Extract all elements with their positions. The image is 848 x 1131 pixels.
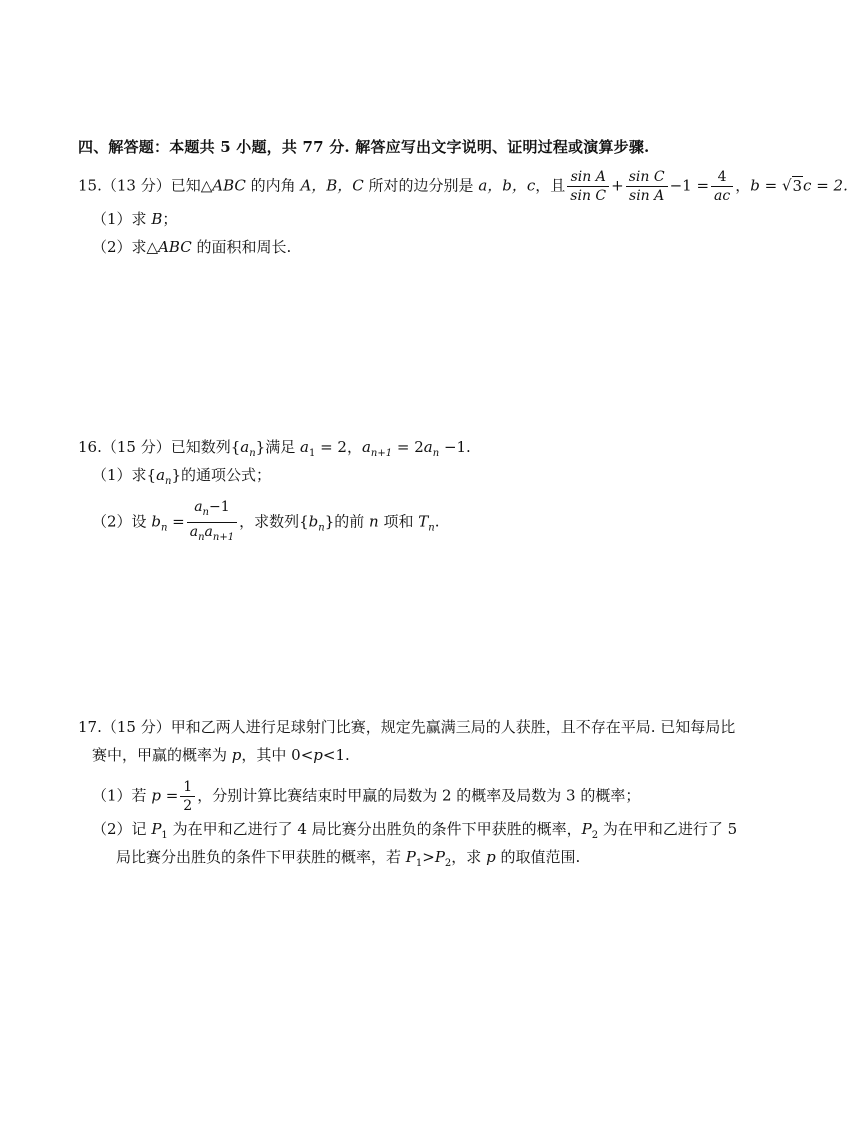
q16-bn: b [151,512,161,531]
q16-eq1: = 2， [315,438,362,456]
q17-P1-sub: 1 [161,830,168,841]
q15-fraction-3 [711,168,733,205]
q15-text-b: 的内角 [245,176,301,195]
q16-frac-bot-b: a [204,523,213,540]
q16-part2-num: （2） [92,512,132,531]
q17-points: （15 分） [101,718,171,736]
q17-P2-sub: 2 [591,830,599,841]
q15-equals: = [759,176,782,195]
q15-triangle: ABC [212,176,246,195]
q16-an2: a [423,438,433,456]
q16-frac-denominator [187,523,237,547]
q15-stem [78,168,848,205]
q15-frac1-denominator: sin C [570,188,607,204]
q17-number: 17. [78,718,102,736]
q16-part1-text-b: }的通项公式； [171,466,272,484]
q17-part1-num: （1） [92,786,132,805]
q15-part1-var: B [151,210,163,228]
q17-stem-text-2c: <1. [322,746,350,764]
q16-part1-text-a: 求{ [131,466,157,484]
q16-text-a: 已知数列{ [170,438,241,456]
q17-fraction [180,778,195,815]
q15-sqrt-value: 3 [792,176,803,195]
q16-text-b: }满足 [255,438,300,456]
q17-p3: p [486,848,496,866]
q17-part2-line1 [92,818,737,847]
q15-tail: c = 2. [803,176,848,195]
q16-points: （15 分） [101,438,171,456]
q15-frac3-numerator: 4 [711,168,733,187]
q15-part2 [92,236,291,258]
q15-part2-num: （2） [92,238,132,256]
q15-frac1-numerator: sin A [567,168,609,187]
q16-bn-sub: n [160,522,168,534]
q15-text-c: 所对的边分别是 [363,176,479,195]
q15-part2-var: ABC [158,238,192,256]
q15-part2-text: 求△ [131,238,159,256]
q16-number: 16. [78,438,102,456]
q16-an2-sub: n [432,448,440,459]
q16-stem [78,436,471,465]
q16-an-sub: n [249,448,256,459]
q16-an1: a [361,438,371,456]
q17-gt: > [422,848,435,866]
q15-fraction-1 [567,168,609,205]
q16-Tn-sub: n [428,522,435,534]
q15-part1 [92,208,177,230]
q16-part2-end: . [434,512,440,531]
q17-part2-text-a: 记 [131,820,152,838]
q16-n: n [369,512,379,531]
q15-points: （13 分） [101,176,171,195]
q16-part1-var: a [156,466,166,484]
q16-frac-top-sub: n [202,506,209,518]
q16-part2-text-a: 设 [131,512,152,531]
q17-part2-text-b: 为在甲和乙进行了 4 局比赛分出胜负的条件下甲获胜的概率， [167,820,582,838]
q16-eq3: −1. [439,438,471,456]
q16-part1-num: （1） [92,466,132,484]
q16-an: a [240,438,250,456]
q17-part2-text-c: 为在甲和乙进行了 5 [598,820,738,838]
q15-text-d: ，且 [535,176,566,195]
q15-text-a: 已知△ [170,176,213,195]
q16-frac-top-rest: −1 [209,499,230,515]
q16-part2-var: b [308,512,319,531]
q17-part2-num: （2） [92,820,132,838]
q16-fraction [187,498,237,547]
q17-part2-text-2a: 局比赛分出胜负的条件下甲获胜的概率，若 [116,848,406,866]
q17-stem-text-2a: 赛中，甲赢的概率为 [92,746,232,764]
q16-a1-sub: 1 [308,448,316,459]
q15-part1-end: ； [162,210,178,228]
q15-sides: a，b，c [478,176,536,195]
q16-part1-sub: n [165,476,172,487]
q17-P2b-sub: 2 [444,858,452,869]
q16-part2-text-c: }的前 [324,512,370,531]
q16-frac-numerator [187,498,237,523]
q17-stem-line1 [78,716,735,738]
q16-eq2: = 2 [392,438,424,456]
q15-angles: A，B，C [300,176,364,195]
q16-frac-bot-a-sub: n [198,531,205,543]
q16-part2 [92,498,439,547]
q17-part1-eq: = [160,786,179,805]
q17-P2: P [581,820,592,838]
q15-sqrt-sign: √ [781,176,792,195]
q17-P2b: P [434,848,445,866]
q17-part1-text-a: 若 [131,786,152,805]
q17-part1-p: p [151,786,161,805]
q16-part2-sub: n [318,522,325,534]
q16-a1: a [299,438,309,456]
q16-part1 [92,464,271,493]
q17-P1b: P [405,848,416,866]
q17-p2: p [313,746,323,764]
section-header: 四、解答题：本题共 5 小题，共 77 分. 解答应写出文字说明、证明过程或演算步骤. [78,138,650,156]
q17-stem-text-1: 甲和乙两人进行足球射门比赛，规定先赢满三局的人获胜，且不存在平局. 已知每局比 [170,718,736,736]
q15-b-var: b [750,176,760,195]
q17-P1: P [151,820,162,838]
q17-P1b-sub: 1 [415,858,423,869]
q16-Tn: T [418,512,429,531]
q16-eq: = [167,512,185,531]
q17-part2-text-2b: ，求 [451,848,487,866]
q15-frac3-denominator: ac [714,188,731,204]
q17-part1 [92,778,640,815]
q17-part1-text-b: ，分别计算比赛结束时甲赢的局数为 2 的概率及局数为 3 的概率； [197,786,641,805]
q15-part2-end: 的面积和周长. [191,238,292,256]
q16-frac-top-var: a [194,499,203,515]
q17-stem-line2 [92,744,350,766]
q17-stem-text-2b: ，其中 0< [241,746,314,764]
q17-part2-text-2c: 的取值范围. [495,848,581,866]
q15-frac2-numerator: sin C [626,168,668,187]
q15-comma: ， [735,176,751,195]
q16-frac-bot-b-sub: n+1 [212,531,235,543]
q17-frac-denominator: 2 [183,798,193,814]
q15-part1-text: 求 [131,210,152,228]
q17-p: p [231,746,242,764]
q16-an1-sub: n+1 [370,448,393,459]
q15-plus: + [611,176,624,195]
q17-frac-numerator: 1 [180,778,195,797]
q15-number: 15. [78,176,102,195]
q15-frac2-denominator: sin A [629,188,665,204]
q16-part2-text-d: 项和 [378,512,419,531]
q15-part1-num: （1） [92,210,132,228]
q16-part2-text-b: ，求数列{ [239,512,309,531]
q15-fraction-2 [626,168,668,205]
q16-frac-bot-a: a [189,523,199,540]
q15-minus-one: −1 = [669,176,710,195]
q17-part2-line2 [116,846,580,875]
